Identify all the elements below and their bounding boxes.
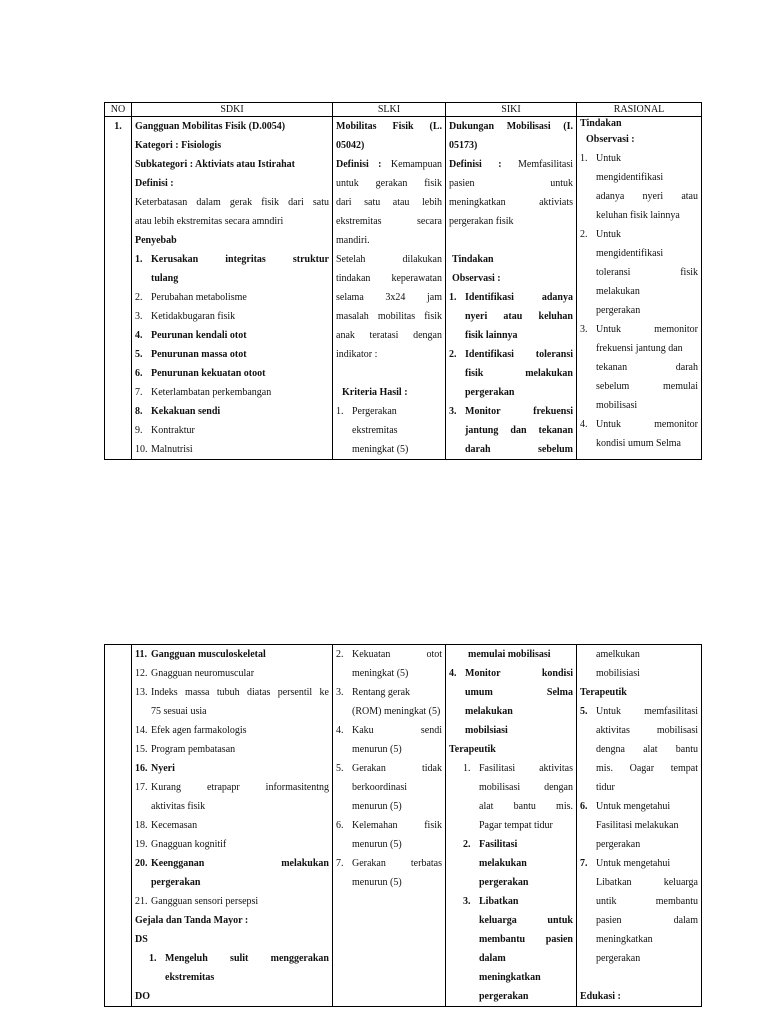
list-item: 5. Gerakan tidak berkoordinasi menurun (5) — [336, 763, 442, 812]
outcome-definition: untuk gerakan fisik — [336, 178, 442, 189]
header-slki: SLKI — [333, 103, 446, 117]
row-number: 1. — [105, 117, 132, 460]
list-item: 18. Kecemasan — [135, 820, 198, 831]
list-item: 19. Gnagguan kognitif — [135, 839, 227, 850]
rationale-continuation: amelkukan — [596, 649, 640, 660]
list-item: 1. Kerusakan integritas struktur tulang — [135, 254, 329, 284]
list-item: 1. Identifikasi adanya nyeri atau keluhan fisik lainnya — [449, 292, 573, 341]
therapeutic-label: Terapeutik — [580, 687, 627, 698]
intervention-continuation: memulai mobilisasi — [468, 649, 551, 660]
list-item: 5. Penurunan massa otot — [135, 349, 247, 360]
observation-label: Observasi : — [452, 273, 501, 284]
list-item: 13. Indeks massa tubuh diatas persentil ke 75 sesuai usia — [135, 687, 329, 717]
intervention-definition: Definisi : Memfasilitasi — [449, 159, 574, 170]
list-item: 2. Identifikasi toleransi fisik melakukan pergerakan — [449, 349, 573, 398]
siki-cell — [446, 117, 577, 460]
header-no: NO — [105, 103, 132, 117]
list-item: 8. Kekakuan sendi — [135, 406, 221, 417]
list-item: 1. Pergerakan ekstremitas meningkat (5) — [336, 406, 409, 455]
list-item: 4. Peurunan kendali otot — [135, 330, 247, 341]
list-item: 17. Kurang etrapapr informasitentng aktivitas fisik — [135, 782, 329, 812]
list-item: 4. Untuk memonitor kondisi umum Selma — [580, 419, 698, 449]
list-item: 10. Malnutrisi — [135, 444, 193, 455]
list-item: 3. Libatkan keluarga untuk membantu pasien dalam meningkatkan pergerakan — [463, 896, 573, 1002]
intervention-title: Dukungan Mobilisasi (I. — [449, 121, 573, 132]
table-row — [105, 117, 702, 460]
list-item: 3. Rentang gerak (ROM) meningkat (5) — [336, 687, 441, 717]
list-item: 7. Untuk mengetahui Libatkan keluarga untik membantu pasien dalam meningkatkan pergerakan — [580, 858, 698, 964]
list-item: 1. Untuk mengidentifikasi adanya nyeri atau keluhan fisik lainnya — [580, 153, 698, 221]
list-item: 2. Untuk mengidentifikasi toleransi fisik melakukan pergerakan — [580, 229, 698, 316]
outcome-statement: tindakan keperawatan — [336, 273, 442, 284]
table-row — [105, 645, 702, 1007]
outcome-statement: indikator : — [336, 349, 378, 360]
do-label: DO — [135, 991, 150, 1002]
slki-cell — [333, 117, 446, 460]
list-item: 6. Penurunan kekuatan otoot — [135, 368, 266, 379]
list-item: 11. Gangguan musculoskeletal — [135, 649, 266, 660]
sdki-cell — [132, 645, 333, 1007]
sdki-cell — [132, 117, 333, 460]
rationale-continuation: mobilisiasi — [596, 668, 640, 679]
care-plan-table-part1 — [104, 102, 702, 460]
list-item: 9. Kontraktur — [135, 425, 195, 436]
list-item: 2. Fasilitasi melakukan pergerakan — [463, 839, 529, 888]
definition-text: atau lebih ekstremitas secara amndiri — [135, 216, 284, 227]
outcome-statement: masalah mobilitas fisik — [336, 311, 442, 322]
outcome-code: 05042) — [336, 140, 365, 151]
intervention-definition: pergerakan fisik — [449, 216, 514, 227]
list-item: 20. Keengganan melakukan pergerakan — [135, 858, 329, 888]
list-item: 6. Kelemahan fisik menurun (5) — [336, 820, 442, 850]
list-item: 4. Monitor kondisi umum Selma melakukan mobilsiasi — [449, 668, 573, 736]
list-item: 3. Monitor frekuensi jantung dan tekanan darah sebelum — [449, 406, 573, 455]
signs-label: Gejala dan Tanda Mayor : — [135, 915, 249, 926]
outcome-statement: selama 3x24 jam — [336, 292, 442, 303]
list-item: 6. Untuk mengetahui Fasilitasi melakukan pergerakan — [580, 801, 679, 850]
list-item: 4. Kaku sendi menurun (5) — [336, 725, 442, 755]
header-rasional: RASIONAL — [577, 103, 702, 117]
intervention-definition: pasien untuk — [449, 178, 573, 189]
list-item: 2. Kekuatan otot meningkat (5) — [336, 649, 442, 679]
list-item: 5. Untuk memfasilitasi aktivitas mobilisasi dengna alat bantu mis. Oagar tempat tidur — [580, 706, 698, 793]
list-item: 21. Gangguan sensori persepsi — [135, 896, 259, 907]
action-label: Tindakan — [580, 118, 622, 129]
outcome-definition: dari satu atau lebih — [336, 197, 442, 208]
list-item: 14. Efek agen farmakologis — [135, 725, 247, 736]
table-header-row — [105, 103, 702, 117]
list-item: 3. Untuk memonitor frekuensi jantung dan tekanan darah sebelum memulai mobilisasi — [580, 324, 698, 411]
observation-label: Observasi : — [586, 134, 635, 145]
ds-label: DS — [135, 934, 148, 945]
row-number — [105, 645, 132, 1007]
cause-label: Penyebab — [135, 235, 177, 246]
list-item: 7. Keterlambatan perkembangan — [135, 387, 272, 398]
list-item: 15. Program pembatasan — [135, 744, 236, 755]
outcome-definition: Definisi : Kemampuan — [336, 159, 443, 170]
intervention-definition: meningkatkan aktiviats — [449, 197, 573, 208]
criteria-label: Kriteria Hasil : — [342, 387, 408, 398]
outcome-statement: anak teratasi dengan — [336, 330, 442, 341]
list-item: 12. Gnagguan neuromuscular — [135, 668, 255, 679]
slki-cell — [333, 645, 446, 1007]
header-sdki: SDKI — [132, 103, 333, 117]
outcome-definition: ekstremitas secara — [336, 216, 442, 227]
definition-label: Definisi : — [135, 178, 174, 189]
list-item: 2. Perubahan metabolisme — [135, 292, 247, 303]
list-item: 16. Nyeri — [135, 763, 175, 774]
diagnosis-subcategory: Subkategori : Aktiviats atau Istirahat — [135, 159, 296, 170]
rasional-cell — [577, 645, 702, 1007]
diagnosis-category: Kategori : Fisiologis — [135, 140, 222, 151]
therapeutic-label: Terapeutik — [449, 744, 496, 755]
action-label: Tindakan — [452, 254, 494, 265]
outcome-statement: Setelah dilakukan — [336, 254, 442, 265]
outcome-definition: mandiri. — [336, 235, 370, 246]
outcome-title: Mobilitas Fisik (L. — [336, 121, 442, 132]
diagnosis-title: Gangguan Mobilitas Fisik (D.0054) — [135, 121, 286, 132]
rasional-cell — [577, 117, 702, 460]
definition-text: Keterbatasan dalam gerak fisik dari satu — [135, 197, 329, 208]
list-item: 1. Mengeluh sulit menggerakan ekstremitas — [149, 953, 329, 983]
list-item: 7. Gerakan terbatas menurun (5) — [336, 858, 442, 888]
care-plan-table-part2 — [104, 644, 702, 1007]
siki-cell — [446, 645, 577, 1007]
intervention-code: 05173) — [449, 140, 478, 151]
header-siki: SIKI — [446, 103, 577, 117]
education-label: Edukasi : — [580, 991, 621, 1002]
list-item: 3. Ketidakbugaran fisik — [135, 311, 236, 322]
list-item: 1. Fasilitasi aktivitas mobilisasi dengan alat bantu mis. Pagar tempat tidur — [463, 763, 573, 831]
